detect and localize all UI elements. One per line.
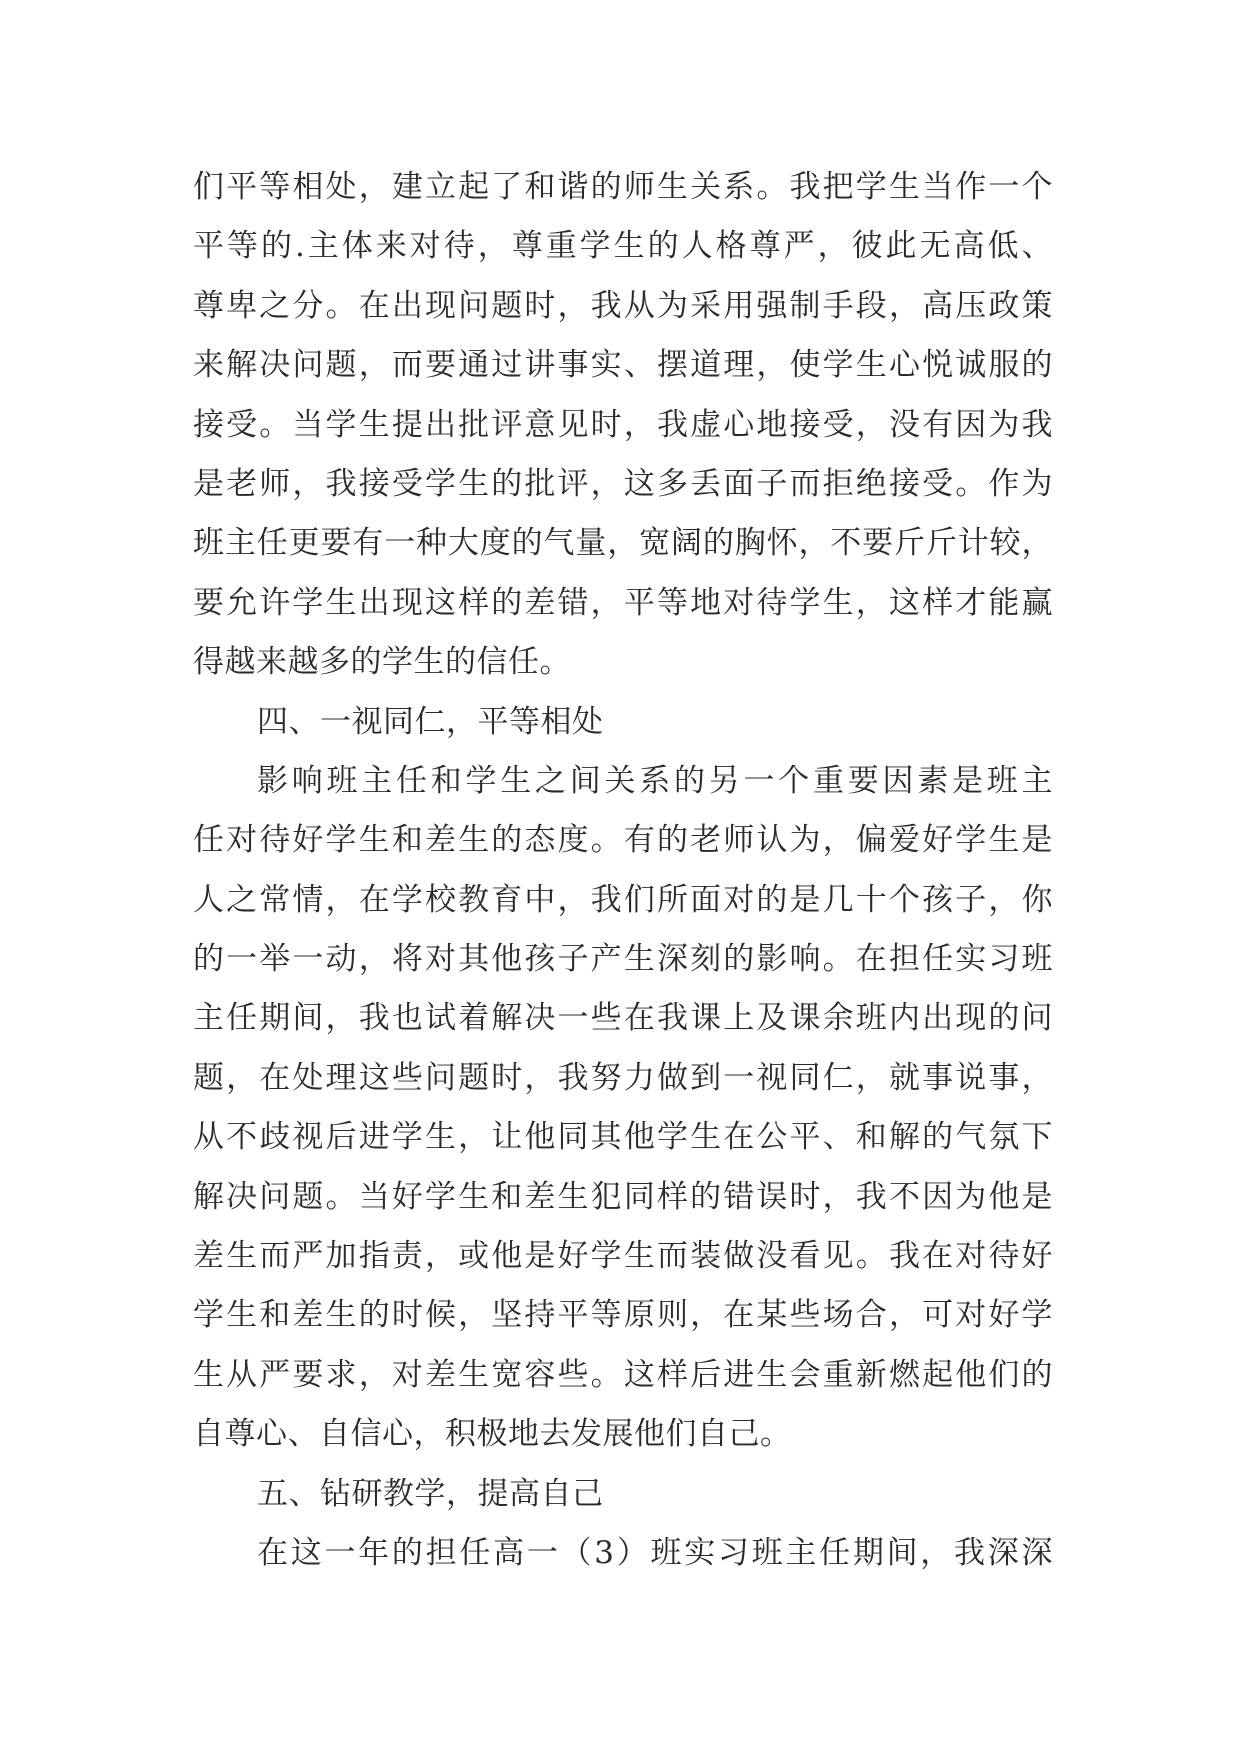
text-line: 们平等相处，建立起了和谐的师生关系。我把学生当作一个 [193, 169, 1053, 205]
text-line: 在这一年的担任高一（3）班实习班主任期间，我深深 [257, 1534, 1053, 1571]
text-line: 人之常情，在学校教育中，我们所面对的是几十个孩子，你 [193, 881, 1053, 918]
section-heading: 四、一视同仁，平等相处 [257, 703, 604, 740]
text-line: 生从严要求，对差生宽容些。这样后进生会重新燃起他们的 [193, 1356, 1053, 1393]
text-line: 接受。当学生提出批评意见时，我虚心地接受，没有因为我 [193, 406, 1053, 443]
text-line: 题，在处理这些问题时，我努力做到一视同仁，就事说事， [193, 1059, 1053, 1096]
section-heading: 五、钻研教学，提高自己 [257, 1475, 604, 1512]
text-line: 的一举一动，将对其他孩子产生深刻的影响。在担任实习班 [193, 941, 1053, 978]
text-line: 得越来越多的学生的信任。 [193, 644, 571, 681]
body-text [193, 158, 1053, 1583]
text-line: 解决问题。当好学生和差生犯同样的错误时，我不因为他是 [193, 1178, 1053, 1215]
text-line: 从不歧视后进学生，让他同其他学生在公平、和解的气氛下 [193, 1119, 1053, 1156]
text-line: 任对待好学生和差生的态度。有的老师认为，偏爱好学生是 [193, 822, 1053, 859]
text-line: 尊卑之分。在出现问题时，我从为采用强制手段，高压政策 [193, 287, 1053, 324]
text-line: 差生而严加指责，或他是好学生而装做没看见。我在对待好 [193, 1238, 1053, 1275]
text-line: 来解决问题，而要通过讲事实、摆道理，使学生心悦诚服的 [193, 347, 1053, 384]
text-line: 学生和差生的时候，坚持平等原则，在某些场合，可对好学 [193, 1297, 1053, 1334]
text-line: 班主任更要有一种大度的气量，宽阔的胸怀，不要斤斤计较， [193, 525, 1053, 562]
text-line: 是老师，我接受学生的批评，这多丢面子而拒绝接受。作为 [193, 465, 1053, 502]
text-line: 自尊心、自信心，积极地去发展他们自己。 [193, 1416, 792, 1453]
text-line: 平等的.主体来对待，尊重学生的人格尊严，彼此无高低、 [193, 228, 1053, 265]
text-line: 影响班主任和学生之间关系的另一个重要因素是班主 [257, 762, 1053, 799]
text-line: 主任期间，我也试着解决一些在我课上及课余班内出现的问 [193, 1000, 1053, 1037]
text-line: 要允许学生出现这样的差错，平等地对待学生，这样才能赢 [193, 584, 1053, 621]
